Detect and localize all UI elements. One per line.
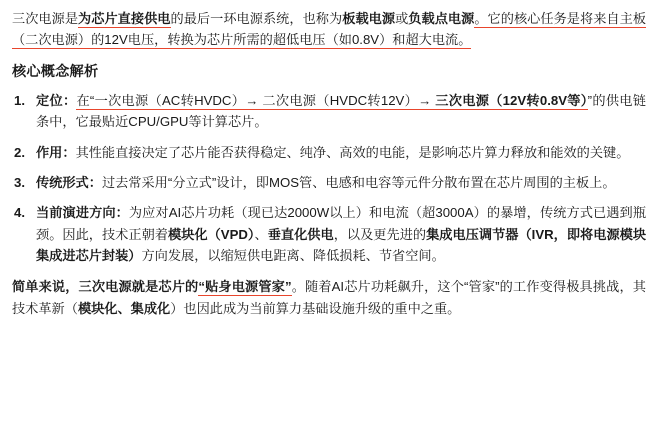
item-sep-1: 、: [254, 226, 268, 242]
concept-list: [12, 90, 646, 267]
intro-segment-3: 的最后一环电源系统，也称为: [170, 11, 343, 26]
list-item-function: [12, 142, 646, 163]
intro-segment-1: 三次电源是: [12, 11, 79, 26]
item-label-traditional-form: 传统形式：: [36, 174, 102, 190]
intro-bold-pol-power: 负载点电源: [408, 11, 475, 26]
list-item-positioning: [12, 90, 646, 133]
list-item-evolution: [12, 202, 646, 266]
item-sep-2: ，以及更先进的: [333, 226, 427, 242]
list-item-traditional-form: [12, 172, 646, 193]
intro-highlight-direct-power: 为芯片直接供电: [78, 11, 171, 26]
item-chain-text: 在“一次电源（AC转HVDC）→ 二次电源（HVDC转12V）→: [76, 92, 436, 108]
intro-underlined-task: 。它的核心任务是将来自主板（二次电源）的12V电压，转换为芯片所需的超低电压（如0.8V）和超大电流。: [12, 11, 647, 48]
closing-highlight-butler: “贴身电源管家”: [198, 279, 292, 295]
closing-bold-inner: 模块化、集成化: [77, 300, 171, 316]
intro-bold-board-power: 板载电源: [342, 11, 396, 26]
item-text-after: ”的供电链条中，它最贴近CPU/GPU等计算芯片。: [36, 92, 646, 130]
item-text-evolution-part1: 为应对AI芯片功耗（现已达2000W以上）和电流（超3000A）的暴增，传统方式已遇到瓶颈。因此，技术正朝着: [36, 205, 647, 242]
item-bold-ivr: 集成电压调节器（IVR，即将电源模块集成进芯片封装）: [36, 226, 647, 263]
section-title-core-concepts: 核心概念解析: [12, 63, 99, 80]
intro-segment-5: 或: [395, 11, 409, 26]
item-label-evolution: 当前演进方向：: [36, 205, 129, 221]
item-bold-vertical-power: 垂直化供电: [267, 226, 334, 242]
item-highlight-tertiary-power: 三次电源（12V转0.8V等）: [435, 92, 588, 108]
intro-paragraph: [12, 8, 646, 51]
closing-tail: ）也因此成为当前算力基础设施升级的重中之重。: [170, 300, 461, 316]
item-text-traditional-form: 过去常采用“分立式”设计，即MOS管、电感和电容等元件分散布置在芯片周围的主板上。: [101, 174, 616, 190]
item-text-evolution-tail: 方向发展，以缩短供电距离、降低损耗、节省空间。: [141, 248, 445, 263]
closing-mid: 。随着AI芯片功耗飙升，这个“管家”的工作变得极具挑战，其技术革新（: [12, 279, 646, 316]
item-bold-modularization: 模块化（VPD）: [167, 226, 255, 242]
closing-paragraph: [12, 276, 646, 319]
item-label-function: 作用：: [36, 144, 76, 160]
item-label-positioning: 定位：: [36, 92, 77, 108]
item-text-function: 其性能直接决定了芯片能否获得稳定、纯净、高效的电能，是影响芯片算力释放和能效的关键。: [75, 144, 630, 160]
closing-lead: 简单来说，三次电源就是芯片的: [12, 279, 199, 295]
